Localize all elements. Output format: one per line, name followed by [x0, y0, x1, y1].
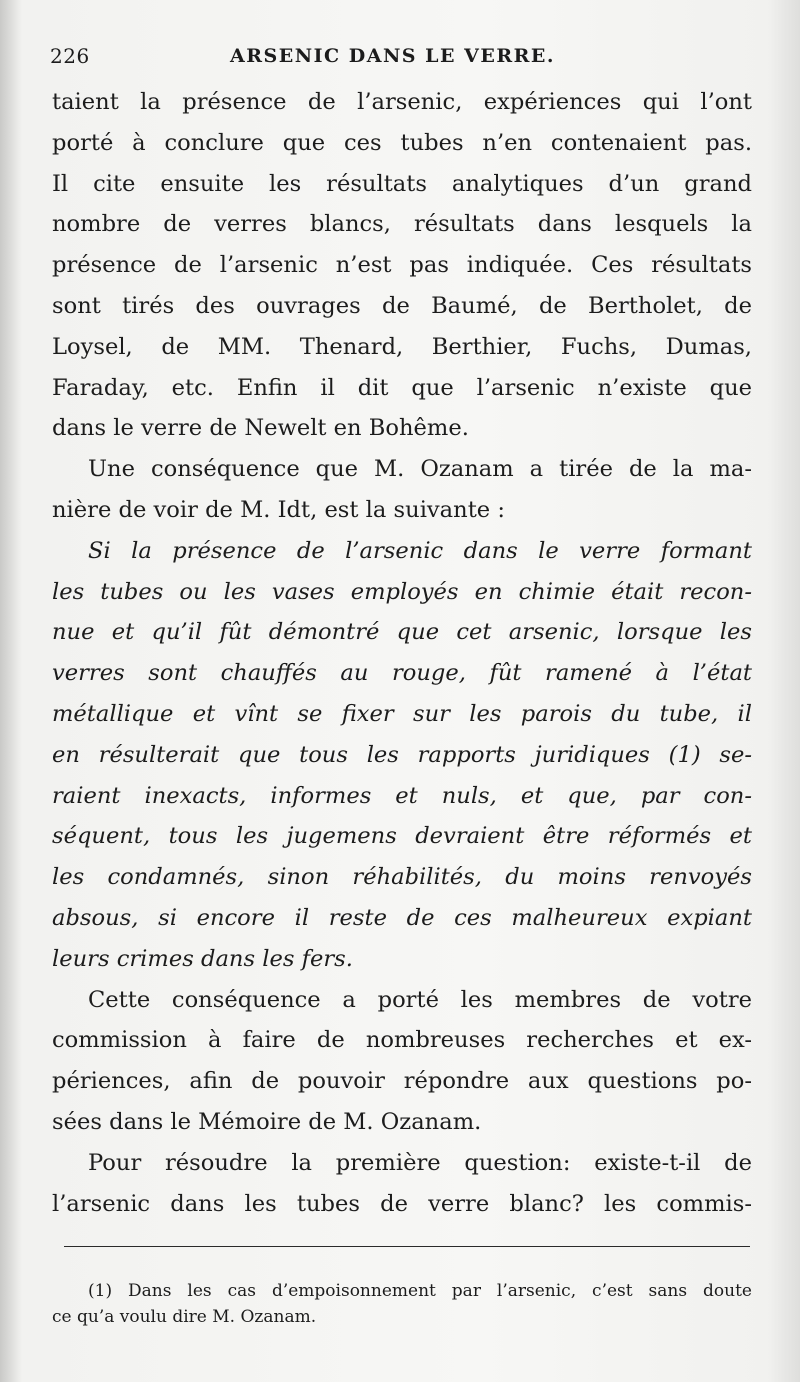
page-number: 226 [50, 44, 90, 68]
text-line: Il cite ensuite les résultats analytiques d’un grand [52, 170, 752, 197]
footnote [52, 1278, 752, 1330]
quoted-line: Si la présence de l’arsenic dans le verre formant [88, 537, 752, 564]
text-line: Loysel, de MM. Thenard, Berthier, Fuchs, Dumas, [52, 333, 752, 360]
text-line: Une conséquence que M. Ozanam a tirée de la ma- [88, 456, 752, 483]
quoted-line: verres sont chauffés au rouge, fût ramené à l’état [52, 660, 752, 687]
footnote-line: (1) Dans les cas d’empoisonnement par l’arsenic, c’est sans doute [88, 1281, 752, 1301]
text-line: sont tirés des ouvrages de Baumé, de Bertholet, de [52, 292, 752, 319]
footnote-divider [64, 1246, 750, 1247]
quoted-line: métallique et vînt se fixer sur les parois du tube, il [52, 700, 752, 727]
text-line: taient la présence de l’arsenic, expériences qui l’ont [52, 89, 752, 115]
text-line: périences, afin de pouvoir répondre aux questions po- [52, 1068, 752, 1095]
text-line: sées dans le Mémoire de M. Ozanam. [52, 1108, 482, 1135]
footnote-line: ce qu’a voulu dire M. Ozanam. [52, 1307, 317, 1327]
quoted-line: les tubes ou les vases employés en chimie était recon- [52, 578, 752, 605]
quoted-line: en résulterait que tous les rapports juridiques (1) se- [52, 741, 752, 768]
text-line: Faraday, etc. Enfin il dit que l’arsenic n’existe que [52, 374, 752, 401]
quoted-line: raient inexacts, informes et nuls, et que, par con- [52, 782, 752, 809]
quoted-line: leurs crimes dans les fers. [52, 945, 353, 972]
text-line: l’arsenic dans les tubes de verre blanc? les commis- [52, 1190, 752, 1217]
body-text [52, 82, 752, 1224]
text-line: Cette conséquence a porté les membres de votre [88, 986, 752, 1013]
text-line: nière de voir de M. Idt, est la suivante : [52, 496, 505, 523]
quoted-line: nue et qu’il fût démontré que cet arsenic, lorsque les [52, 619, 752, 646]
text-line: nombre de verres blancs, résultats dans lesquels la [52, 211, 752, 238]
text-line: porté à conclure que ces tubes n’en contenaient pas. [52, 129, 752, 156]
page-header [50, 44, 750, 76]
text-line: Pour résoudre la première question: existe-t-il de [88, 1149, 752, 1176]
quoted-line: absous, si encore il reste de ces malheureux expiant [52, 904, 752, 931]
text-line: présence de l’arsenic n’est pas indiquée. Ces résultats [52, 252, 752, 279]
text-line: dans le verre de Newelt en Bohême. [52, 415, 469, 442]
quoted-line: séquent, tous les jugemens devraient être réformés et [52, 823, 752, 850]
text-line: commission à faire de nombreuses recherches et ex- [52, 1027, 752, 1054]
quoted-line: les condamnés, sinon réhabilités, du moins renvoyés [52, 864, 752, 891]
running-head: ARSENIC DANS LE VERRE. [230, 45, 556, 67]
